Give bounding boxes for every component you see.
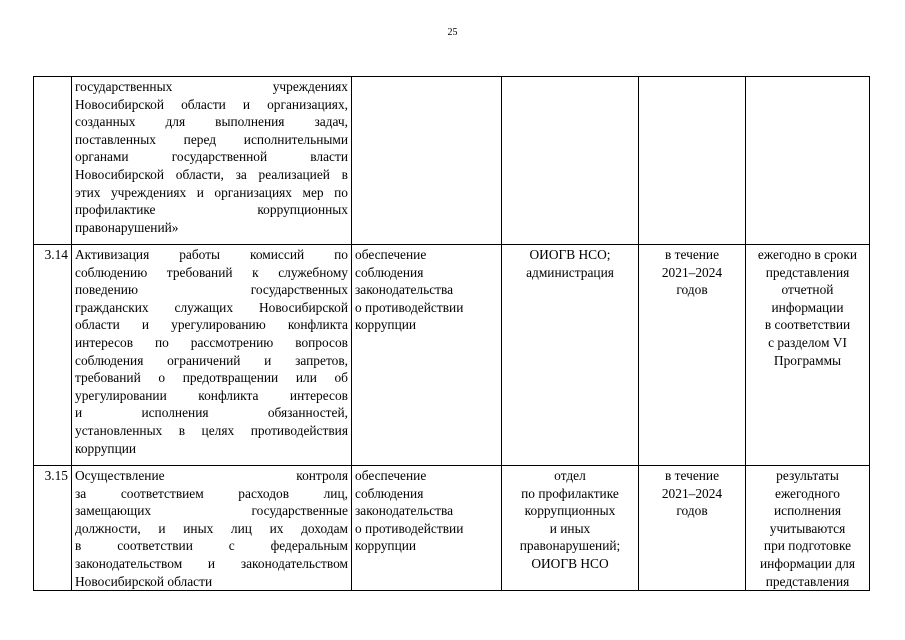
activity-cell: [72, 466, 352, 591]
activity-cell-line: области и урегулированию конфликта: [75, 317, 348, 333]
term-cell: [639, 245, 746, 466]
activity-cell-line: замещающих государственные: [75, 503, 348, 519]
goal-cell-line: о противодействии: [355, 299, 464, 315]
activity-cell-line: законодательством и законодательством: [75, 555, 348, 571]
result-cell-line: результаты: [776, 468, 839, 483]
executor-cell-line: администрация: [526, 264, 614, 280]
activity-cell-line: органами государственной власти: [75, 149, 348, 165]
activity-cell-line: правонарушений»: [75, 219, 179, 235]
term-cell-line: 2021–2024: [661, 485, 723, 501]
activity-cell-line: профилактике коррупционных: [75, 202, 348, 218]
executor-cell-line: по профилактике: [521, 485, 619, 501]
term-cell: [639, 77, 746, 245]
row-number: 3.14: [34, 245, 72, 466]
goal-cell-line: обеспечение: [355, 247, 427, 262]
term-cell-line: годов: [676, 503, 708, 519]
activity-cell-line: Новосибирской области: [75, 573, 213, 589]
goal-cell-line: законодательства: [355, 503, 454, 519]
row-number: [34, 77, 72, 245]
activity-cell: [72, 245, 352, 466]
goal-cell-line: о противодействии: [355, 520, 464, 536]
table-row: [34, 245, 870, 466]
result-cell-line: информации для: [759, 555, 856, 571]
activity-cell-line: Новосибирской области, за реализацией в: [75, 166, 348, 182]
executor-cell-line: ОИОГВ НСО;: [529, 247, 611, 262]
result-cell-line: с разделом VI: [768, 334, 847, 350]
activity-cell-line: должности, и иных лиц их доходам: [75, 520, 348, 536]
activity-cell-line: требований о предотвращении или об: [75, 370, 348, 386]
executor-cell: [502, 245, 639, 466]
measures-table: [33, 76, 870, 591]
result-cell-line: исполнения: [773, 503, 842, 519]
activity-cell-line: поведению государственных: [75, 282, 348, 298]
result-cell-line: при подготовке: [763, 538, 852, 554]
goal-cell-line: обеспечение: [355, 468, 427, 483]
goal-cell-line: соблюдения: [355, 485, 424, 501]
table-row: [34, 77, 870, 245]
executor-cell: [502, 77, 639, 245]
term-cell-line: в течение: [664, 468, 720, 483]
activity-cell-line: этих учреждениях и организациях мер по: [75, 184, 348, 200]
activity-cell-line: интересов по рассмотрению вопросов: [75, 334, 348, 350]
result-cell-line: представления: [765, 573, 850, 589]
executor-cell-line: и иных: [549, 520, 591, 536]
result-cell-line: информации: [771, 299, 844, 315]
activity-cell-line: и исполнения обязанностей,: [75, 405, 348, 421]
goal-cell-line: коррупции: [355, 538, 417, 554]
activity-cell-line: за соответствием расходов лиц,: [75, 485, 348, 501]
activity-cell-line: установленных в целях противодействия: [75, 422, 348, 438]
result-cell-line: ежегодно в сроки: [757, 247, 858, 262]
executor-cell-line: ОИОГВ НСО: [531, 555, 609, 571]
executor-cell-line: коррупционных: [524, 503, 616, 519]
term-cell: [639, 466, 746, 591]
executor-cell-line: правонарушений;: [519, 538, 621, 554]
result-cell-line: отчетной: [781, 282, 834, 298]
result-cell-line: в соответствии: [764, 317, 851, 333]
activity-cell-line: гражданских служащих Новосибирской: [75, 299, 348, 315]
result-cell-line: ежегодного: [775, 485, 840, 501]
activity-cell-line: урегулировании конфликта интересов: [75, 387, 348, 403]
term-cell-line: годов: [676, 282, 708, 298]
activity-cell-line: коррупции: [75, 440, 137, 456]
result-cell-line: Программы: [773, 352, 842, 368]
executor-cell: [502, 466, 639, 591]
row-number: 3.15: [34, 466, 72, 591]
term-cell-line: в течение: [664, 247, 720, 262]
result-cell-line: учитываются: [769, 520, 846, 536]
activity-cell-line: соблюдения ограничений и запретов,: [75, 352, 348, 368]
goal-cell-line: соблюдения: [355, 264, 424, 280]
activity-cell-line: Новосибирской области и организациях,: [75, 96, 348, 112]
result-cell: [746, 466, 870, 591]
executor-cell-line: отдел: [554, 468, 586, 483]
activity-cell-line: Осуществление контроля: [75, 468, 348, 483]
goal-cell-line: законодательства: [355, 282, 454, 298]
goal-cell: [352, 245, 502, 466]
goal-cell: [352, 466, 502, 591]
result-cell-line: представления: [765, 264, 850, 280]
table-row: [34, 466, 870, 591]
activity-cell-line: созданных для выполнения задач,: [75, 114, 348, 130]
term-cell-line: 2021–2024: [661, 264, 723, 280]
result-cell: [746, 245, 870, 466]
activity-cell-line: в соответствии с федеральным: [75, 538, 348, 554]
activity-cell: [72, 77, 352, 245]
activity-cell-line: соблюдению требований к служебному: [75, 264, 348, 280]
result-cell: [746, 77, 870, 245]
activity-cell-line: государственных учреждениях: [75, 79, 348, 94]
goal-cell: [352, 77, 502, 245]
activity-cell-line: Активизация работы комиссий по: [75, 247, 348, 262]
activity-cell-line: поставленных перед исполнительными: [75, 131, 348, 147]
page-number: 25: [447, 27, 458, 38]
goal-cell-line: коррупции: [355, 317, 417, 333]
